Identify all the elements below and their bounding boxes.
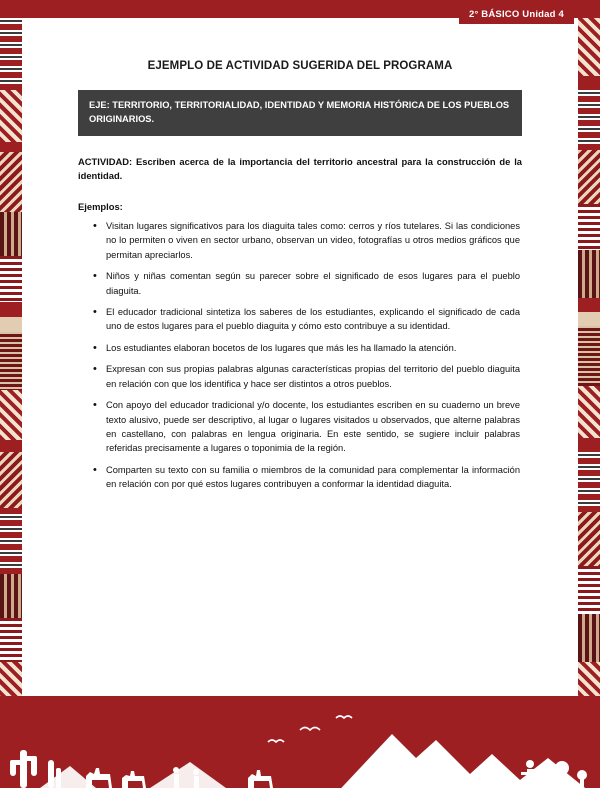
list-item: • Expresan con sus propias palabras algunas características propias del territorio del pueblo diaguita en relación con que los identifica y hace ser distintos a otros pueblos. [106,362,522,391]
list-item: • Los estudiantes elaboran bocetos de los lugares que más les ha llamado la atención. [106,341,522,355]
eje-label: EJE: [89,100,110,110]
examples-label: Ejemplos: [78,201,123,213]
page-title: EJEMPLO DE ACTIVIDAD SUGERIDA DEL PROGRAMA [147,60,453,72]
unit-badge: 2° BÁSICO Unidad 4 [459,5,574,24]
document-content [78,60,522,499]
activity-text: Escriben acerca de la importancia del territorio ancestral para la construcción de la identidad. [78,155,523,182]
examples-list [78,219,522,492]
list-item: • Niños y niñas comentan según su parecer sobre el significado de esos lugares para el pueblo diaguita. [106,269,522,298]
left-border-pattern [0,18,22,718]
list-item: • Con apoyo del educador tradicional y/o docente, los estudiantes escriben en su cuaderno un breve texto alusivo, puede ser descriptivo, al lugar o lugares visitados u observados, que alterne palabras en castellano, con palabras en lengua originaria. En este sentido, se sugiere incluir palabras referidas precisamente a lugares o toponimia de la región. [106,398,522,456]
eje-text: TERRITORIO, TERRITORIALIDAD, IDENTIDAD Y MEMORIA HISTÓRICA DE LOS PUEBLOS ORIGINARIOS. [89,100,510,124]
right-border-pattern [578,18,600,718]
list-item: • Comparten su texto con su familia o miembros de la comunidad para complementar la información en relación con por qué estos lugares contribuyen a conformar la identidad diaguita. [106,463,522,492]
list-item: • Visitan lugares significativos para los diaguita tales como: cerros y ríos tutelares. Si las condiciones no lo permiten o viven en sector urbano, observan un video, fotografías u otros medios gráficos que permitan apreciarlos. [106,219,522,262]
activity-paragraph [78,155,522,184]
eje-banner [78,90,522,136]
activity-label: ACTIVIDAD: [78,155,133,167]
list-item: • El educador tradicional sintetiza los saberes de los estudiantes, explicando el significado de cada uno de estos lugares para el pueblo diaguita y cómo esto contribuye a su identidad. [106,305,522,334]
footer-landscape-illustration [0,696,600,800]
